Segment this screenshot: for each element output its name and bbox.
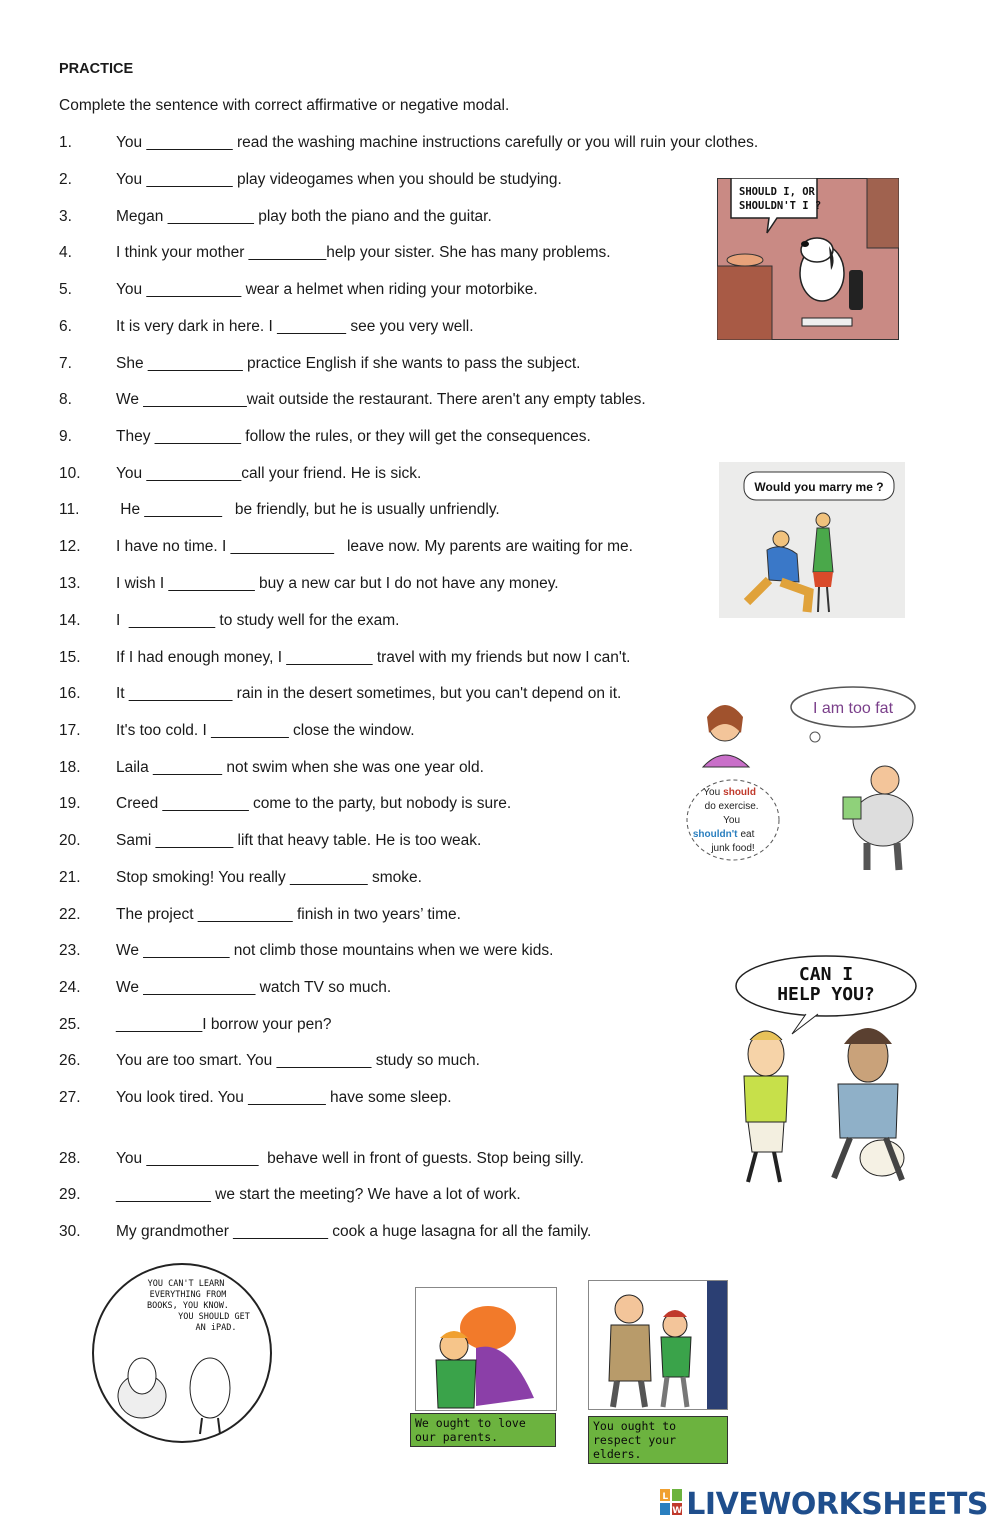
love-parents-picture (415, 1287, 557, 1411)
egg-text-line-3: BOOKS, YOU KNOW. (147, 1301, 229, 1311)
exercise-item (59, 685, 621, 703)
exercise-item (59, 942, 553, 960)
exercise-number: 15. (59, 649, 81, 666)
exercise-item (59, 465, 421, 483)
exercise-sentence: Creed __________ come to the party, but nobody is sure. (116, 795, 512, 812)
exercise-number: 10. (59, 465, 81, 482)
exercise-sentence: It's too cold. I _________ close the window. (116, 722, 415, 739)
exercise-item (59, 391, 646, 409)
exercise-item (59, 759, 484, 777)
exercise-sentence: You _____________ behave well in front of guests. Stop being silly. (116, 1150, 584, 1167)
exercise-sentence: The project ___________ finish in two years’ time. (116, 906, 461, 923)
help-bubble-line-2: HELP YOU? (777, 984, 875, 1005)
help-cartoon (726, 952, 922, 1188)
exercise-number: 1. (59, 134, 72, 151)
exercise-sentence: She ___________ practice English if she wants to pass the subject. (116, 355, 581, 372)
snoopy-bubble-line-2: SHOULDN'T I ? (739, 200, 822, 212)
exercise-sentence: It is very dark in here. I ________ see you very well. (116, 318, 474, 335)
exercise-number: 2. (59, 171, 72, 188)
exercise-item (59, 869, 422, 887)
exercise-number: 13. (59, 575, 81, 592)
respect-elders-caption: You ought to respect your elders. (588, 1416, 728, 1464)
exercise-item (59, 171, 562, 189)
too-fat-cartoon (685, 685, 925, 885)
egg-text-line-1: YOU CAN'T LEARN (147, 1279, 225, 1289)
exercise-sentence: You ___________call your friend. He is sick. (116, 465, 422, 482)
exercise-item (59, 722, 415, 740)
liveworksheets-brand: LIVEWORKSHEETS (686, 1487, 988, 1522)
exercise-number: 9. (59, 428, 72, 445)
fat-thought-text: I am too fat (812, 700, 894, 717)
exercise-number: 11. (59, 501, 80, 518)
exercise-sentence: If I had enough money, I __________ travel with my friends but now I can't. (116, 649, 631, 666)
exercise-sentence: He _________ be friendly, but he is usually unfriendly. (116, 501, 500, 518)
exercise-sentence: Laila ________ not swim when she was one year old. (116, 759, 484, 776)
exercise-sentence: I __________ to study well for the exam. (116, 612, 400, 629)
love-parents-caption: We ought to love our parents. (410, 1413, 556, 1447)
exercise-number: 28. (59, 1150, 81, 1167)
exercise-number: 18. (59, 759, 81, 776)
egg-text-line-2: EVERYTHING FROM (149, 1290, 227, 1300)
exercise-sentence: We __________ not climb those mountains when we were kids. (116, 942, 554, 959)
exercise-sentence: My grandmother ___________ cook a huge lasagna for all the family. (116, 1223, 592, 1240)
exercise-item (59, 134, 758, 152)
exercise-sentence: I wish I __________ buy a new car but I do not have any money. (116, 575, 559, 592)
exercise-sentence: You are too smart. You ___________ study so much. (116, 1052, 480, 1069)
exercise-item (59, 355, 580, 373)
exercise-number: 27. (59, 1089, 81, 1106)
liveworksheets-logo (660, 1487, 988, 1523)
exercise-sentence: I have no time. I ____________ leave now. My parents are waiting for me. (116, 538, 633, 555)
exercise-sentence: You ___________ wear a helmet when riding your motorbike. (116, 281, 538, 298)
svg-text:W: W (672, 1506, 683, 1515)
exercise-number: 3. (59, 208, 72, 225)
advice-text: You should do exercise. You shouldn't eat junk food! (692, 787, 759, 854)
exercise-sentence: We ____________wait outside the restaurant. There aren't any empty tables. (116, 391, 646, 408)
exercise-number: 20. (59, 832, 81, 849)
exercise-number: 5. (59, 281, 72, 298)
exercise-item (59, 906, 461, 924)
help-bubble-line-1: CAN I (798, 964, 854, 985)
exercise-number: 29. (59, 1186, 81, 1203)
exercise-item (59, 1052, 480, 1070)
exercise-number: 26. (59, 1052, 81, 1069)
proposal-cartoon (719, 462, 905, 618)
exercise-item (59, 1016, 331, 1034)
snoopy-cartoon (717, 178, 899, 340)
exercise-sentence: Megan __________ play both the piano and the guitar. (116, 208, 492, 225)
exercise-item (59, 318, 474, 336)
svg-text:L: L (662, 1492, 668, 1502)
exercise-number: 19. (59, 795, 81, 812)
page-title: PRACTICE (59, 61, 134, 77)
exercise-item (59, 428, 591, 446)
exercise-item (59, 281, 538, 299)
exercise-sentence: You look tired. You _________ have some sleep. (116, 1089, 452, 1106)
exercise-item (59, 501, 500, 519)
exercise-sentence: I think your mother _________help your sister. She has many problems. (116, 244, 611, 261)
egg-text-line-4: YOU SHOULD GET (178, 1312, 250, 1322)
exercise-sentence: It ____________ rain in the desert sometimes, but you can't depend on it. (116, 685, 622, 702)
egg-text-line-5: AN iPAD. (195, 1323, 237, 1333)
exercise-item (59, 1089, 452, 1107)
exercise-number: 17. (59, 722, 81, 739)
exercise-item (59, 208, 492, 226)
exercise-sentence: Sami _________ lift that heavy table. He is too weak. (116, 832, 482, 849)
exercise-item (59, 832, 481, 850)
exercise-number: 4. (59, 244, 72, 261)
exercise-item (59, 612, 399, 630)
exercise-number: 24. (59, 979, 81, 996)
exercise-number: 21. (59, 869, 81, 886)
exercise-number: 14. (59, 612, 81, 629)
exercise-item (59, 1150, 584, 1168)
exercise-number: 12. (59, 538, 81, 555)
exercise-sentence: We _____________ watch TV so much. (116, 979, 392, 996)
exercise-item (59, 1223, 591, 1241)
exercise-sentence: __________I borrow your pen? (116, 1016, 332, 1033)
exercise-number: 7. (59, 355, 72, 372)
exercise-sentence: You __________ read the washing machine instructions carefully or you will ruin your clothes. (116, 134, 759, 151)
exercise-sentence: They __________ follow the rules, or they will get the consequences. (116, 428, 591, 445)
exercise-item (59, 244, 611, 262)
exercise-number: 6. (59, 318, 72, 335)
exercise-number: 30. (59, 1223, 81, 1240)
exercise-item (59, 1186, 521, 1204)
exercise-number: 8. (59, 391, 72, 408)
respect-elders-picture (588, 1280, 728, 1410)
exercise-item (59, 649, 630, 667)
exercise-number: 23. (59, 942, 81, 959)
exercise-sentence: You __________ play videogames when you should be studying. (116, 171, 562, 188)
exercise-number: 16. (59, 685, 81, 702)
exercise-number: 25. (59, 1016, 81, 1033)
exercise-item (59, 795, 511, 813)
liveworksheets-logo-icon (660, 1488, 682, 1523)
egg-cartoon (90, 1258, 274, 1448)
snoopy-bubble-line-1: SHOULD I, OR (739, 186, 815, 198)
marry-bubble-text: Would you marry me ? (754, 480, 884, 494)
exercise-item (59, 538, 633, 556)
exercise-number: 22. (59, 906, 81, 923)
exercise-sentence: ___________ we start the meeting? We have a lot of work. (116, 1186, 521, 1203)
exercise-item (59, 575, 559, 593)
exercise-sentence: Stop smoking! You really _________ smoke. (116, 869, 422, 886)
exercise-item (59, 979, 391, 997)
instruction-text: Complete the sentence with correct affirmative or negative modal. (59, 97, 510, 114)
